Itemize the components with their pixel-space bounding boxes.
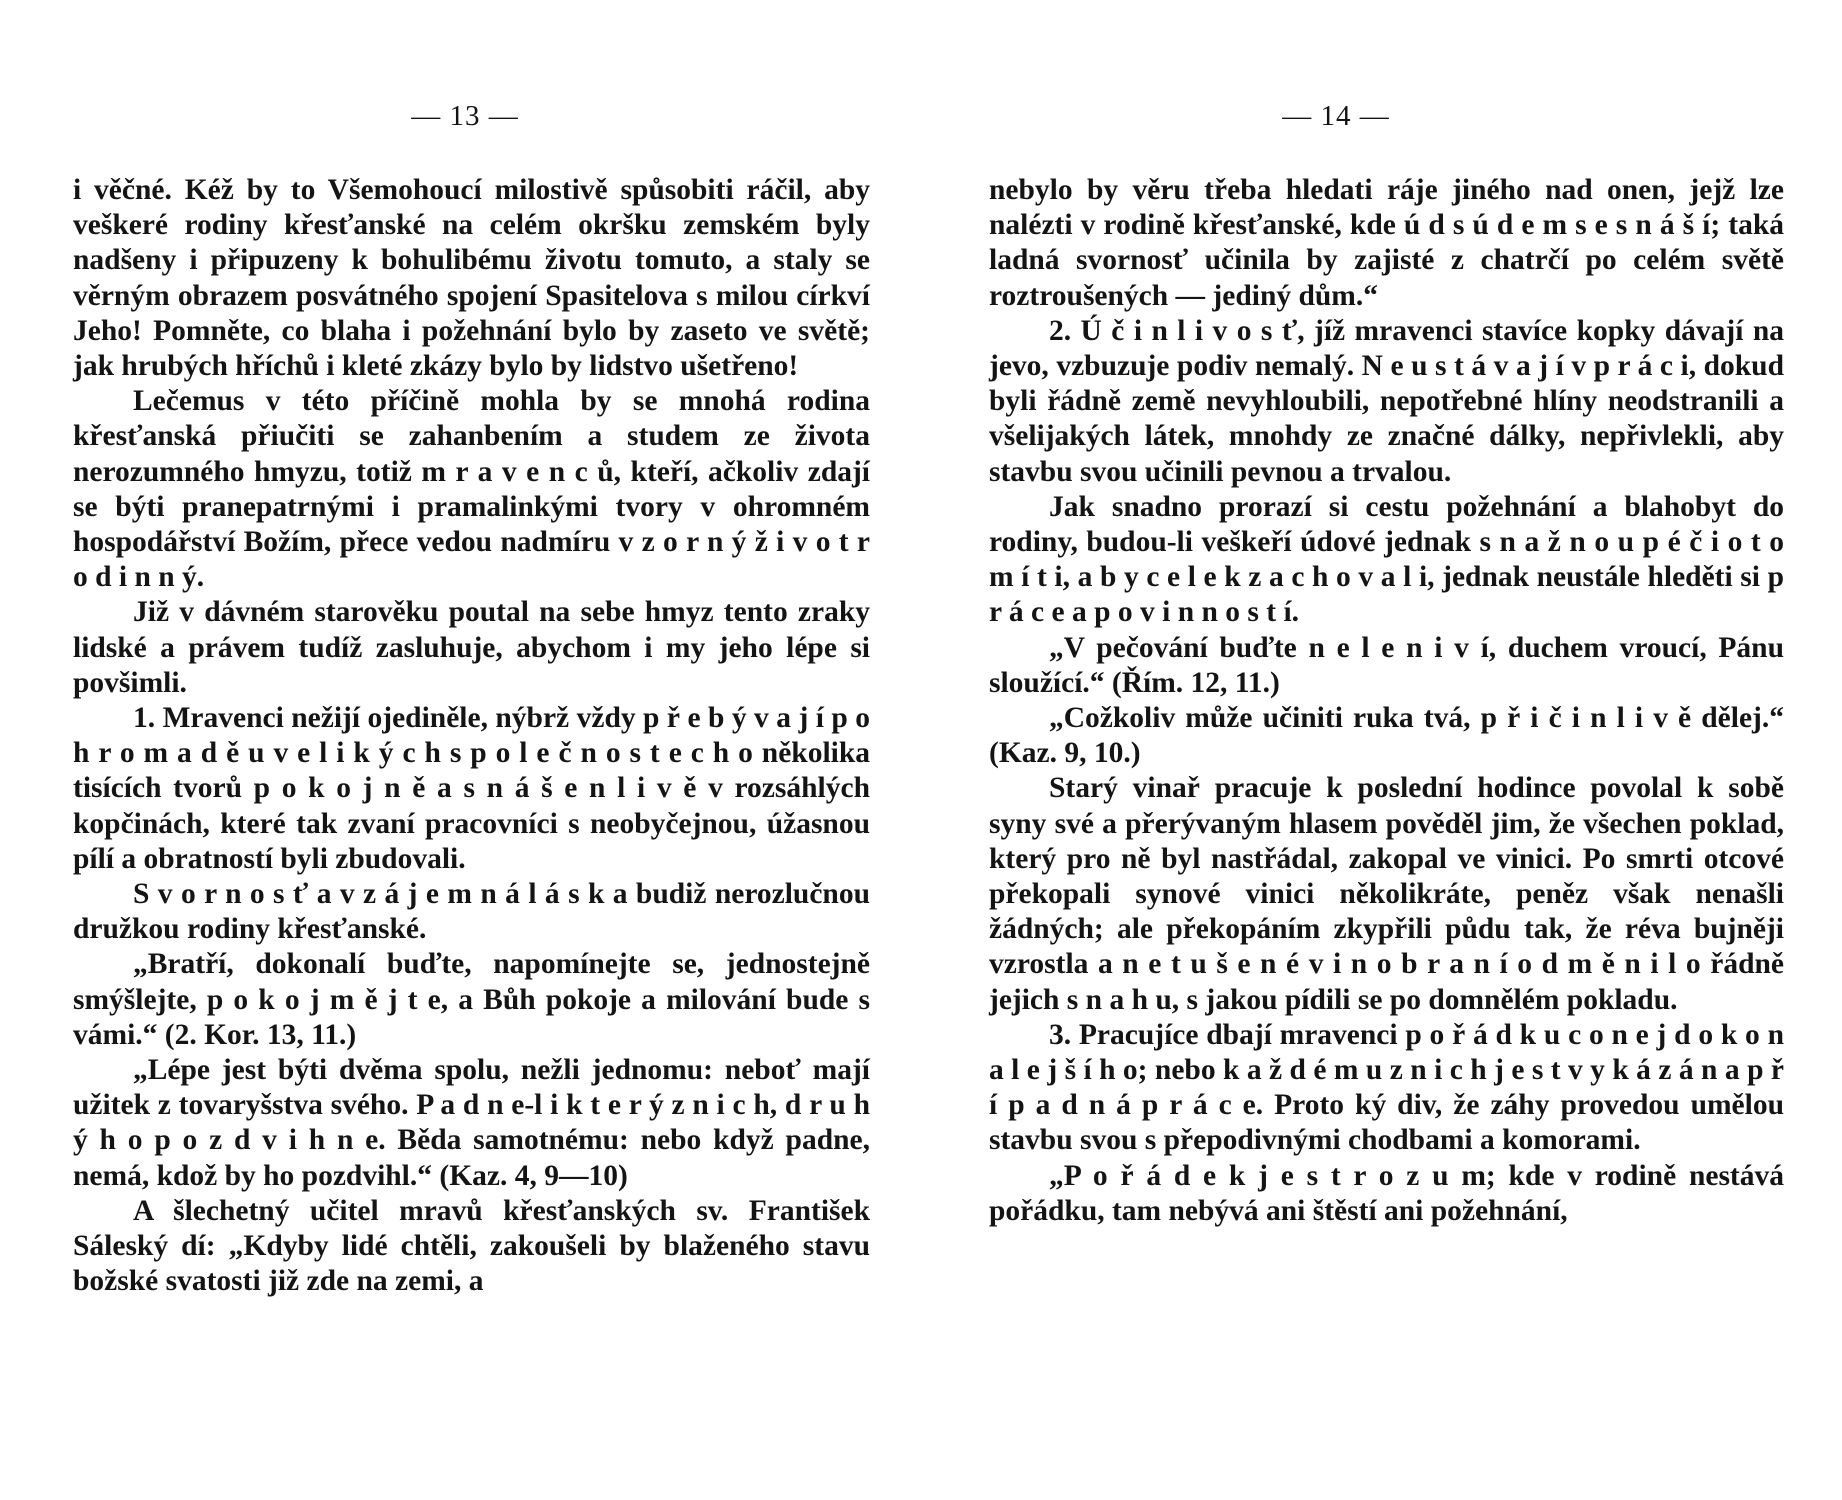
page-body bbox=[989, 173, 1784, 1229]
paragraph: „Cožkoliv může učiniti ruka tvá, p ř i č i n l i v ě dělej.“ (Kaz. 9, 10.) bbox=[989, 702, 1784, 770]
paragraph: 2. Ú č i n l i v o s ť, jíž mravenci stavíce kopky dávají na jevo, vzbuzuje podiv nemalý. N e u s t á v a j í v p r á c i, dokud byli řádně země nevyhloubili, nepotřebné hlíny neodstranili a všelijakých látek, mnohdy ze značné dálky, nepřivlekli, aby stavbu svou učinili pevnou a trvalou. bbox=[989, 314, 1784, 488]
paragraph: Lečemus v této příčině mohla by se mnohá rodina křesťanská přiučiti se zahanbením a studem ze života nerozumného hmyzu, totiž m r a v e n c ů, kteří, ačkoliv zdají se býti pranepatrnými i pramalinkými tvory v ohromném hospodářství Božím, přece vedou nadmíru v z o r n ý ž i v o t r o d i n n ý. bbox=[73, 385, 870, 594]
paragraph: Již v dávném starověku poutal na sebe hmyz tento zraky lidské a právem tudíž zasluhuje, abychom i my jeho lépe si povšimli. bbox=[73, 596, 870, 699]
page-number: — 13 — bbox=[411, 100, 519, 132]
paragraph: S v o r n o s ť a v z á j e m n á l á s k a budiž nerozlučnou družkou rodiny křesťanské. bbox=[73, 878, 870, 946]
paragraph: Starý vinař pracuje k poslední hodince povolal k sobě syny své a přerývaným hlasem pověděl jim, že všechen poklad, který pro ně byl nastřádal, zakopal ve vinici. Po smrti otcové překopali synové vinici několikráte, peněz však nenašli žádných; ale překopáním zkypřili půdu tak, že réva bujněji vzrostla a n e t u š e n é v i n o b r a n í o d m ě n i l o řádně jejich s n a h u, s jakou pídili se po domnělém pokladu. bbox=[989, 772, 1784, 1016]
paragraph: „Lépe jest býti dvěma spolu, nežli jednomu: neboť mají užitek z tovaryšstva svého. P a d n e-l i k t e r ý z n i c h, d r u h ý h o p o z d v i h n e. Běda samotnému: nebo když padne, nemá, kdož by ho pozdvihl.“ (Kaz. 4, 9—10) bbox=[73, 1054, 870, 1192]
paragraph: Jak snadno prorazí si cestu požehnání a blahobyt do rodiny, budou-li veškeří údové jednak s n a ž n o u p é č i o t o m í t i, a b y c e l e k z a c h o v a l i, jednak neustále hleděti si p r á c e a p o v i n n o s t í. bbox=[989, 490, 1784, 629]
paragraph: i věčné. Kéž by to Všemohoucí milostivě spůsobiti ráčil, aby veškeré rodiny křesťanské na celém okršku zemském byly nadšeny i připuzeny k bohulibému životu tomuto, a staly se věrným obrazem posvátného spojení Spasitelova s milou církví Jeho! Pomněte, co blaha i požehnání bylo by zaseto ve světě; jak hrubých hříchů i kleté zkázy bylo by lidstvo ušetřeno! bbox=[73, 174, 870, 383]
paragraph: „P o ř á d e k j e s t r o z u m; kde v rodině nestává pořádku, tam nebývá ani štěstí ani požehnání, bbox=[989, 1159, 1784, 1227]
paragraph: nebylo by věru třeba hledati ráje jiného nad onen, jejž lze nalézti v rodině křesťanské, kde ú d s ú d e m s e s n á š í; taká ladná svornosť učinila by zajisté z chatrčí po celém světě roztroušených — jediný dům.“ bbox=[989, 174, 1784, 312]
paragraph: „Bratří, dokonalí buďte, napomínejte se, jednostejně smýšlejte, p o k o j m ě j t e, a Bůh pokoje a milování bude s vámi.“ (2. Kor. 13, 11.) bbox=[73, 948, 870, 1051]
right-page bbox=[921, 0, 1842, 1500]
page-number: — 14 — bbox=[1282, 100, 1390, 132]
paragraph: A šlechetný učitel mravů křesťanských sv. František Sáleský dí: „Kdyby lidé chtěli, zakoušeli by blaženého stavu božské svatosti již zde na zemi, a bbox=[73, 1194, 870, 1298]
paragraph: 1. Mravenci nežijí ojediněle, nýbrž vždy p ř e b ý v a j í p o h r o m a d ě u v e l i k ý c h s p o l e č n o s t e c h o několika tisících tvorů p o k o j n ě a s n á š e n l i v ě v rozsáhlých kopčinách, které tak zvaní pracovníci s neobyčejnou, úžasnou pílí a obratností byli zbudovali. bbox=[73, 702, 870, 875]
paragraph: „V pečování buďte n e l e n i v í, duchem vroucí, Pánu sloužící.“ (Řím. 12, 11.) bbox=[989, 631, 1784, 699]
paragraph: 3. Pracujíce dbají mravenci p o ř á d k u c o n e j d o k o n a l e j š í h o; nebo k a ž d é m u z n i c h j e s t v y k á z á n a p ř í p a d n á p r á c e. Proto ký div, že záhy provedou umělou stavbu svou s přepodivnými chodbami a komorami. bbox=[989, 1018, 1784, 1157]
page-body bbox=[73, 173, 870, 1300]
